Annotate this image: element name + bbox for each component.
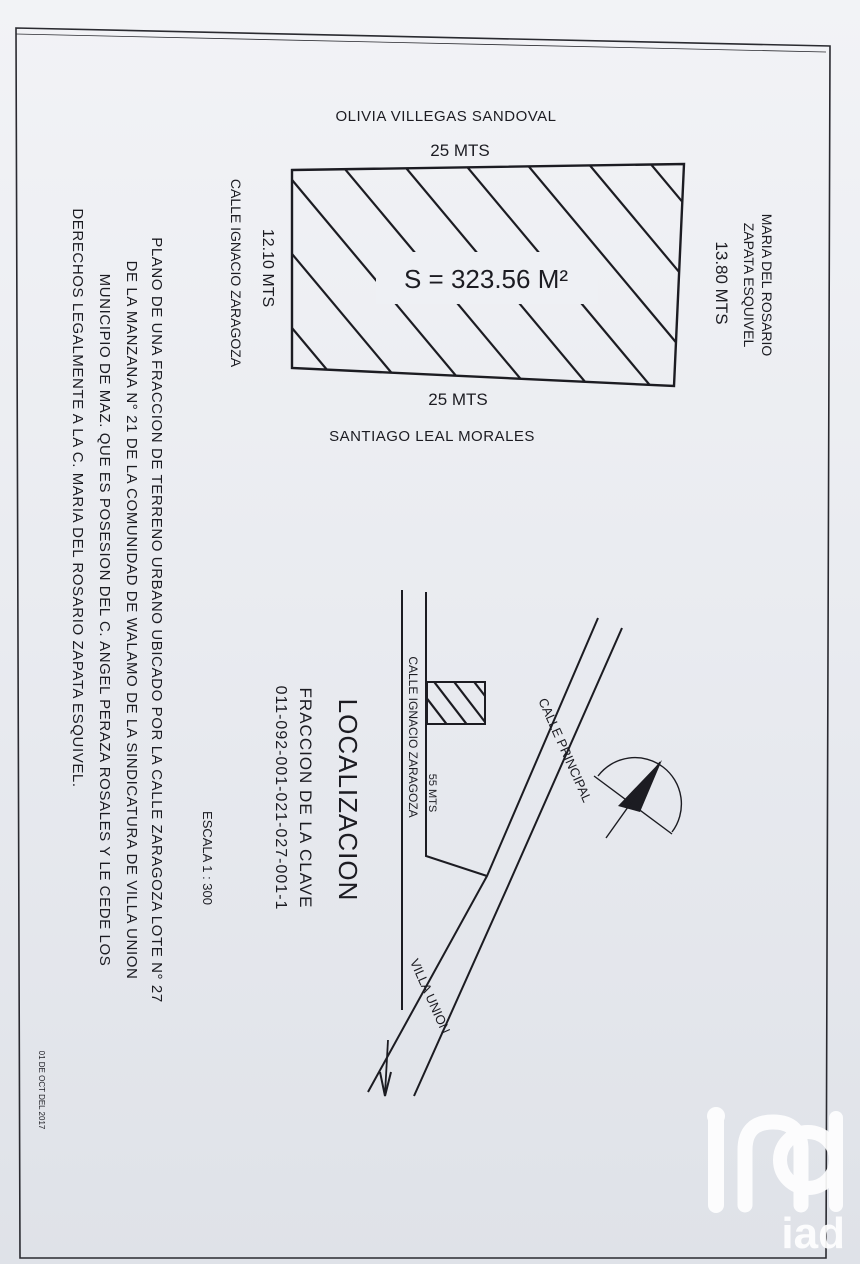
- west-length-label: 12.10 MTS: [259, 228, 276, 308]
- north-length-label: 25 MTS: [430, 141, 490, 160]
- west-street-label: CALLE IGNACIO ZARAGOZA: [228, 178, 244, 368]
- south-length-label: 25 MTS: [428, 390, 488, 409]
- north-neighbor-label: OLIVIA VILLEGAS SANDOVAL: [335, 108, 557, 125]
- scale-label: ESCALA 1 : 300: [200, 811, 215, 905]
- north-arrow-icon: [594, 758, 681, 838]
- street-main-label: CALLE PRINCIPAL: [535, 695, 595, 805]
- clave-label: FRACCION DE LA CLAVE: [296, 687, 315, 909]
- iad-watermark-logo: [707, 1107, 845, 1258]
- area-label: S = 323.56 M²: [403, 264, 569, 294]
- distance-label: 55 MTS: [426, 773, 438, 813]
- east-neighbor-line1: MARIA DEL ROSARIO: [759, 213, 775, 357]
- mini-lot: [405, 670, 515, 735]
- description-line-4: DERECHOS LEGALMENTE A LA C. MARIA DEL ROSARIO ZAPATA ESQUIVEL.: [69, 208, 86, 788]
- street-side-label: CALLE IGNACIO ZARAGOZA: [406, 656, 420, 818]
- location-title: LOCALIZACION: [333, 698, 363, 902]
- east-length-label: 13.80 MTS: [712, 241, 731, 325]
- watermark-text: iad: [781, 1209, 845, 1258]
- description-line-2: DE LA MANZANA N° 21 DE LA COMUNIDAD DE WALAMO DE LA SINDICATURA DE VILLA UNION: [123, 260, 140, 980]
- direction-label: VILLA UNION: [406, 956, 454, 1036]
- description-line-3: MUNICIPIO DE MAZ. QUE ES POSESION DEL C. ANGEL PERAZA ROSALES Y LE CEDE LOS: [96, 273, 113, 967]
- road-zaragoza-right-edge: [426, 592, 487, 876]
- south-neighbor-label: SANTIAGO LEAL MORALES: [329, 428, 535, 445]
- date-label: 01 DE OCT DEL 2017: [37, 1050, 46, 1130]
- east-neighbor-line2: ZAPATA ESQUIVEL: [741, 222, 757, 348]
- description-block: [69, 208, 165, 1002]
- clave-value: 011-092-001-021-027-001-1: [272, 685, 289, 911]
- description-line-1: PLANO DE UNA FRACCION DE TERRENO URBANO UBICADO POR LA CALLE ZARAGOZA LOTE N° 27: [148, 237, 165, 1003]
